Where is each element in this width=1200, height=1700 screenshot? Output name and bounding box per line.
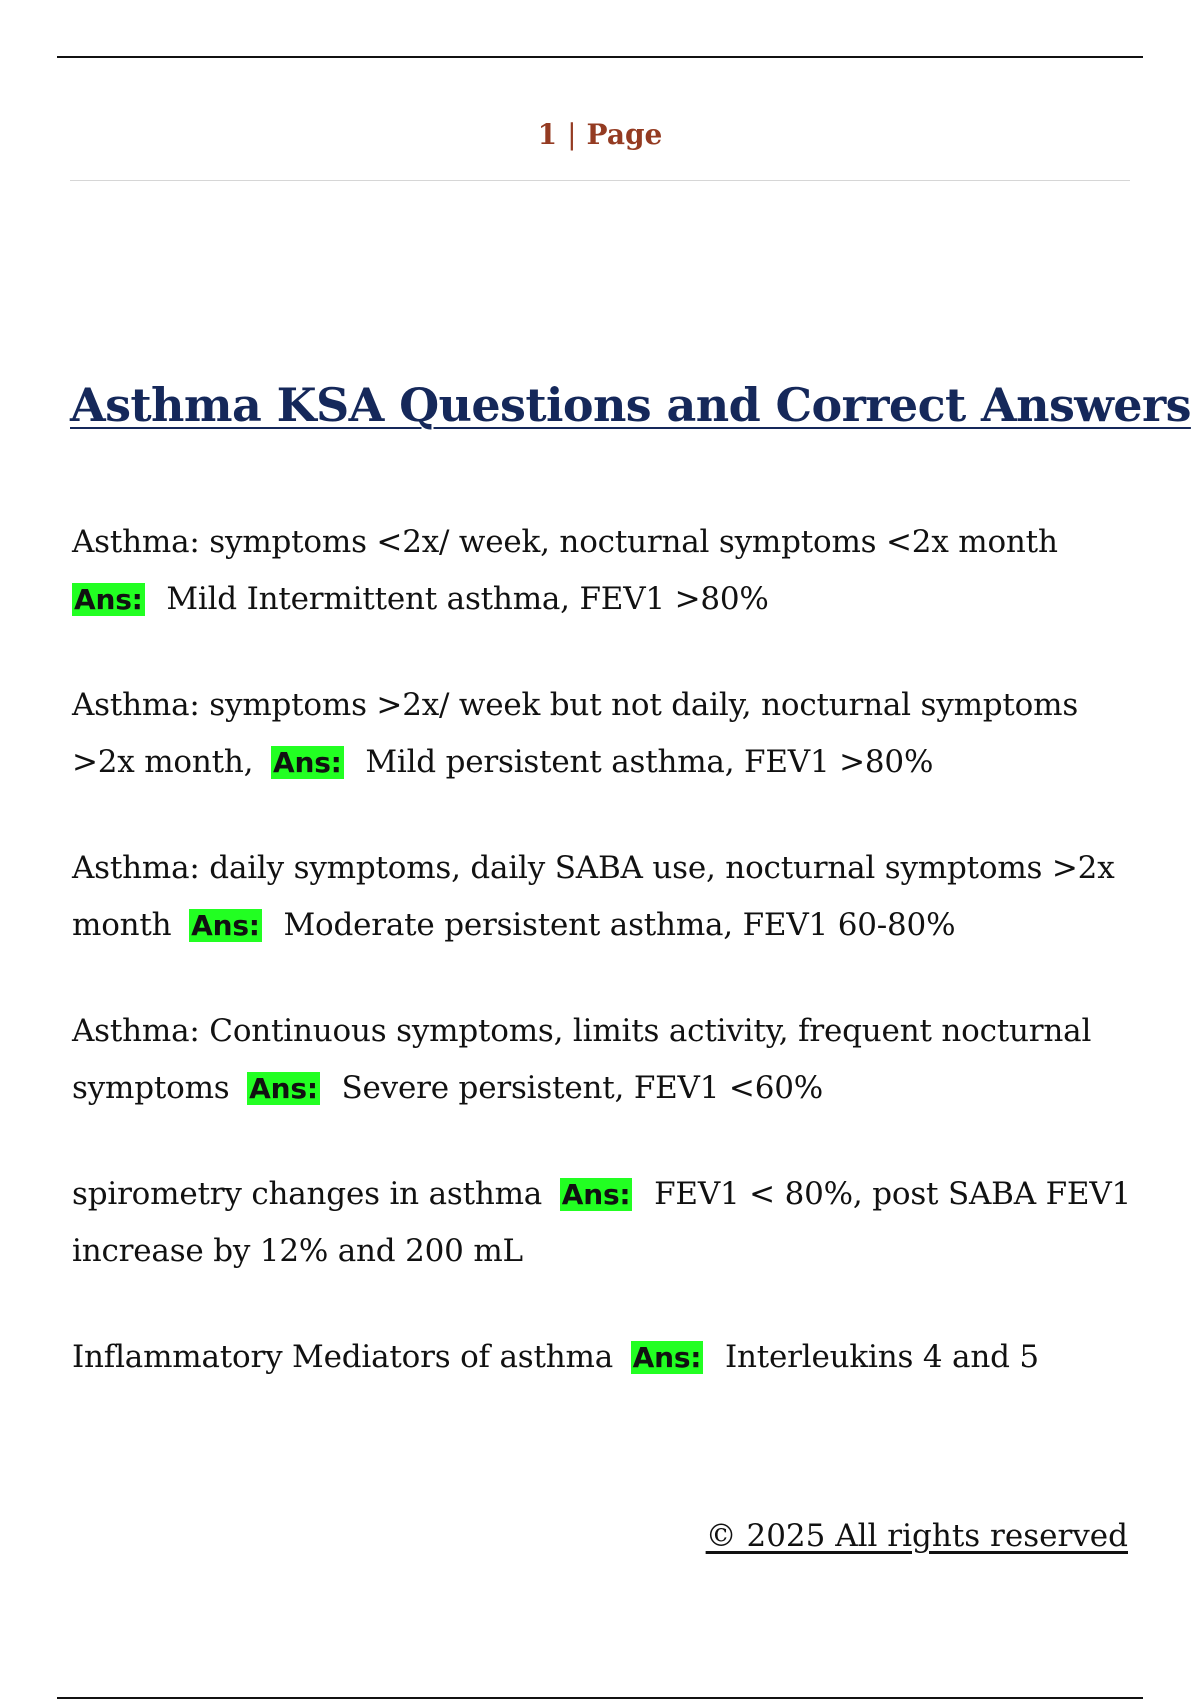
qa-item bbox=[72, 1329, 1132, 1386]
qa-item bbox=[72, 1166, 1132, 1280]
qa-item bbox=[72, 514, 1132, 628]
answer-text: Mild Intermittent asthma, FEV1 >80% bbox=[166, 581, 769, 617]
document-title: Asthma KSA Questions and Correct Answers bbox=[70, 378, 1191, 432]
question-text: Asthma: daily symptoms, daily SABA use, nocturnal symptoms >2x month bbox=[72, 850, 1115, 943]
answer-text: Interleukins 4 and 5 bbox=[724, 1339, 1039, 1375]
copyright-footer: © 2025 All rights reserved bbox=[705, 1518, 1128, 1554]
top-rule bbox=[57, 56, 1143, 58]
question-text: Asthma: symptoms >2x/ week but not daily, nocturnal symptoms >2x month, bbox=[72, 687, 1079, 780]
qa-item bbox=[72, 677, 1132, 791]
page-separator: | bbox=[567, 118, 577, 151]
question-text: Inflammatory Mediators of asthma bbox=[72, 1339, 613, 1375]
answer-text: Mild persistent asthma, FEV1 >80% bbox=[365, 744, 934, 780]
answer-text: Severe persistent, FEV1 <60% bbox=[341, 1070, 823, 1106]
qa-item bbox=[72, 1003, 1132, 1117]
question-text: Asthma: Continuous symptoms, limits activity, frequent nocturnal symptoms bbox=[72, 1013, 1092, 1106]
page-number: 1 bbox=[537, 118, 558, 151]
answer-label: Ans: bbox=[561, 1178, 631, 1211]
bottom-rule bbox=[57, 1697, 1143, 1699]
question-text: Asthma: symptoms <2x/ week, nocturnal symptoms <2x month bbox=[72, 524, 1058, 560]
answer-text: FEV1 < 80%, post SABA FEV1 increase by 12% and 200 mL bbox=[72, 1176, 1132, 1269]
answer-label: Ans: bbox=[191, 909, 260, 942]
qa-item bbox=[72, 840, 1132, 954]
answer-label: Ans: bbox=[249, 1072, 318, 1105]
question-text: spirometry changes in asthma bbox=[72, 1176, 543, 1212]
answer-label: Ans: bbox=[632, 1341, 702, 1374]
answer-label: Ans: bbox=[74, 583, 143, 616]
page-header bbox=[70, 118, 1130, 151]
answer-label: Ans: bbox=[273, 746, 342, 779]
header-divider bbox=[70, 180, 1130, 181]
page-label: Page bbox=[586, 118, 663, 151]
answer-text: Moderate persistent asthma, FEV1 60-80% bbox=[283, 907, 956, 943]
